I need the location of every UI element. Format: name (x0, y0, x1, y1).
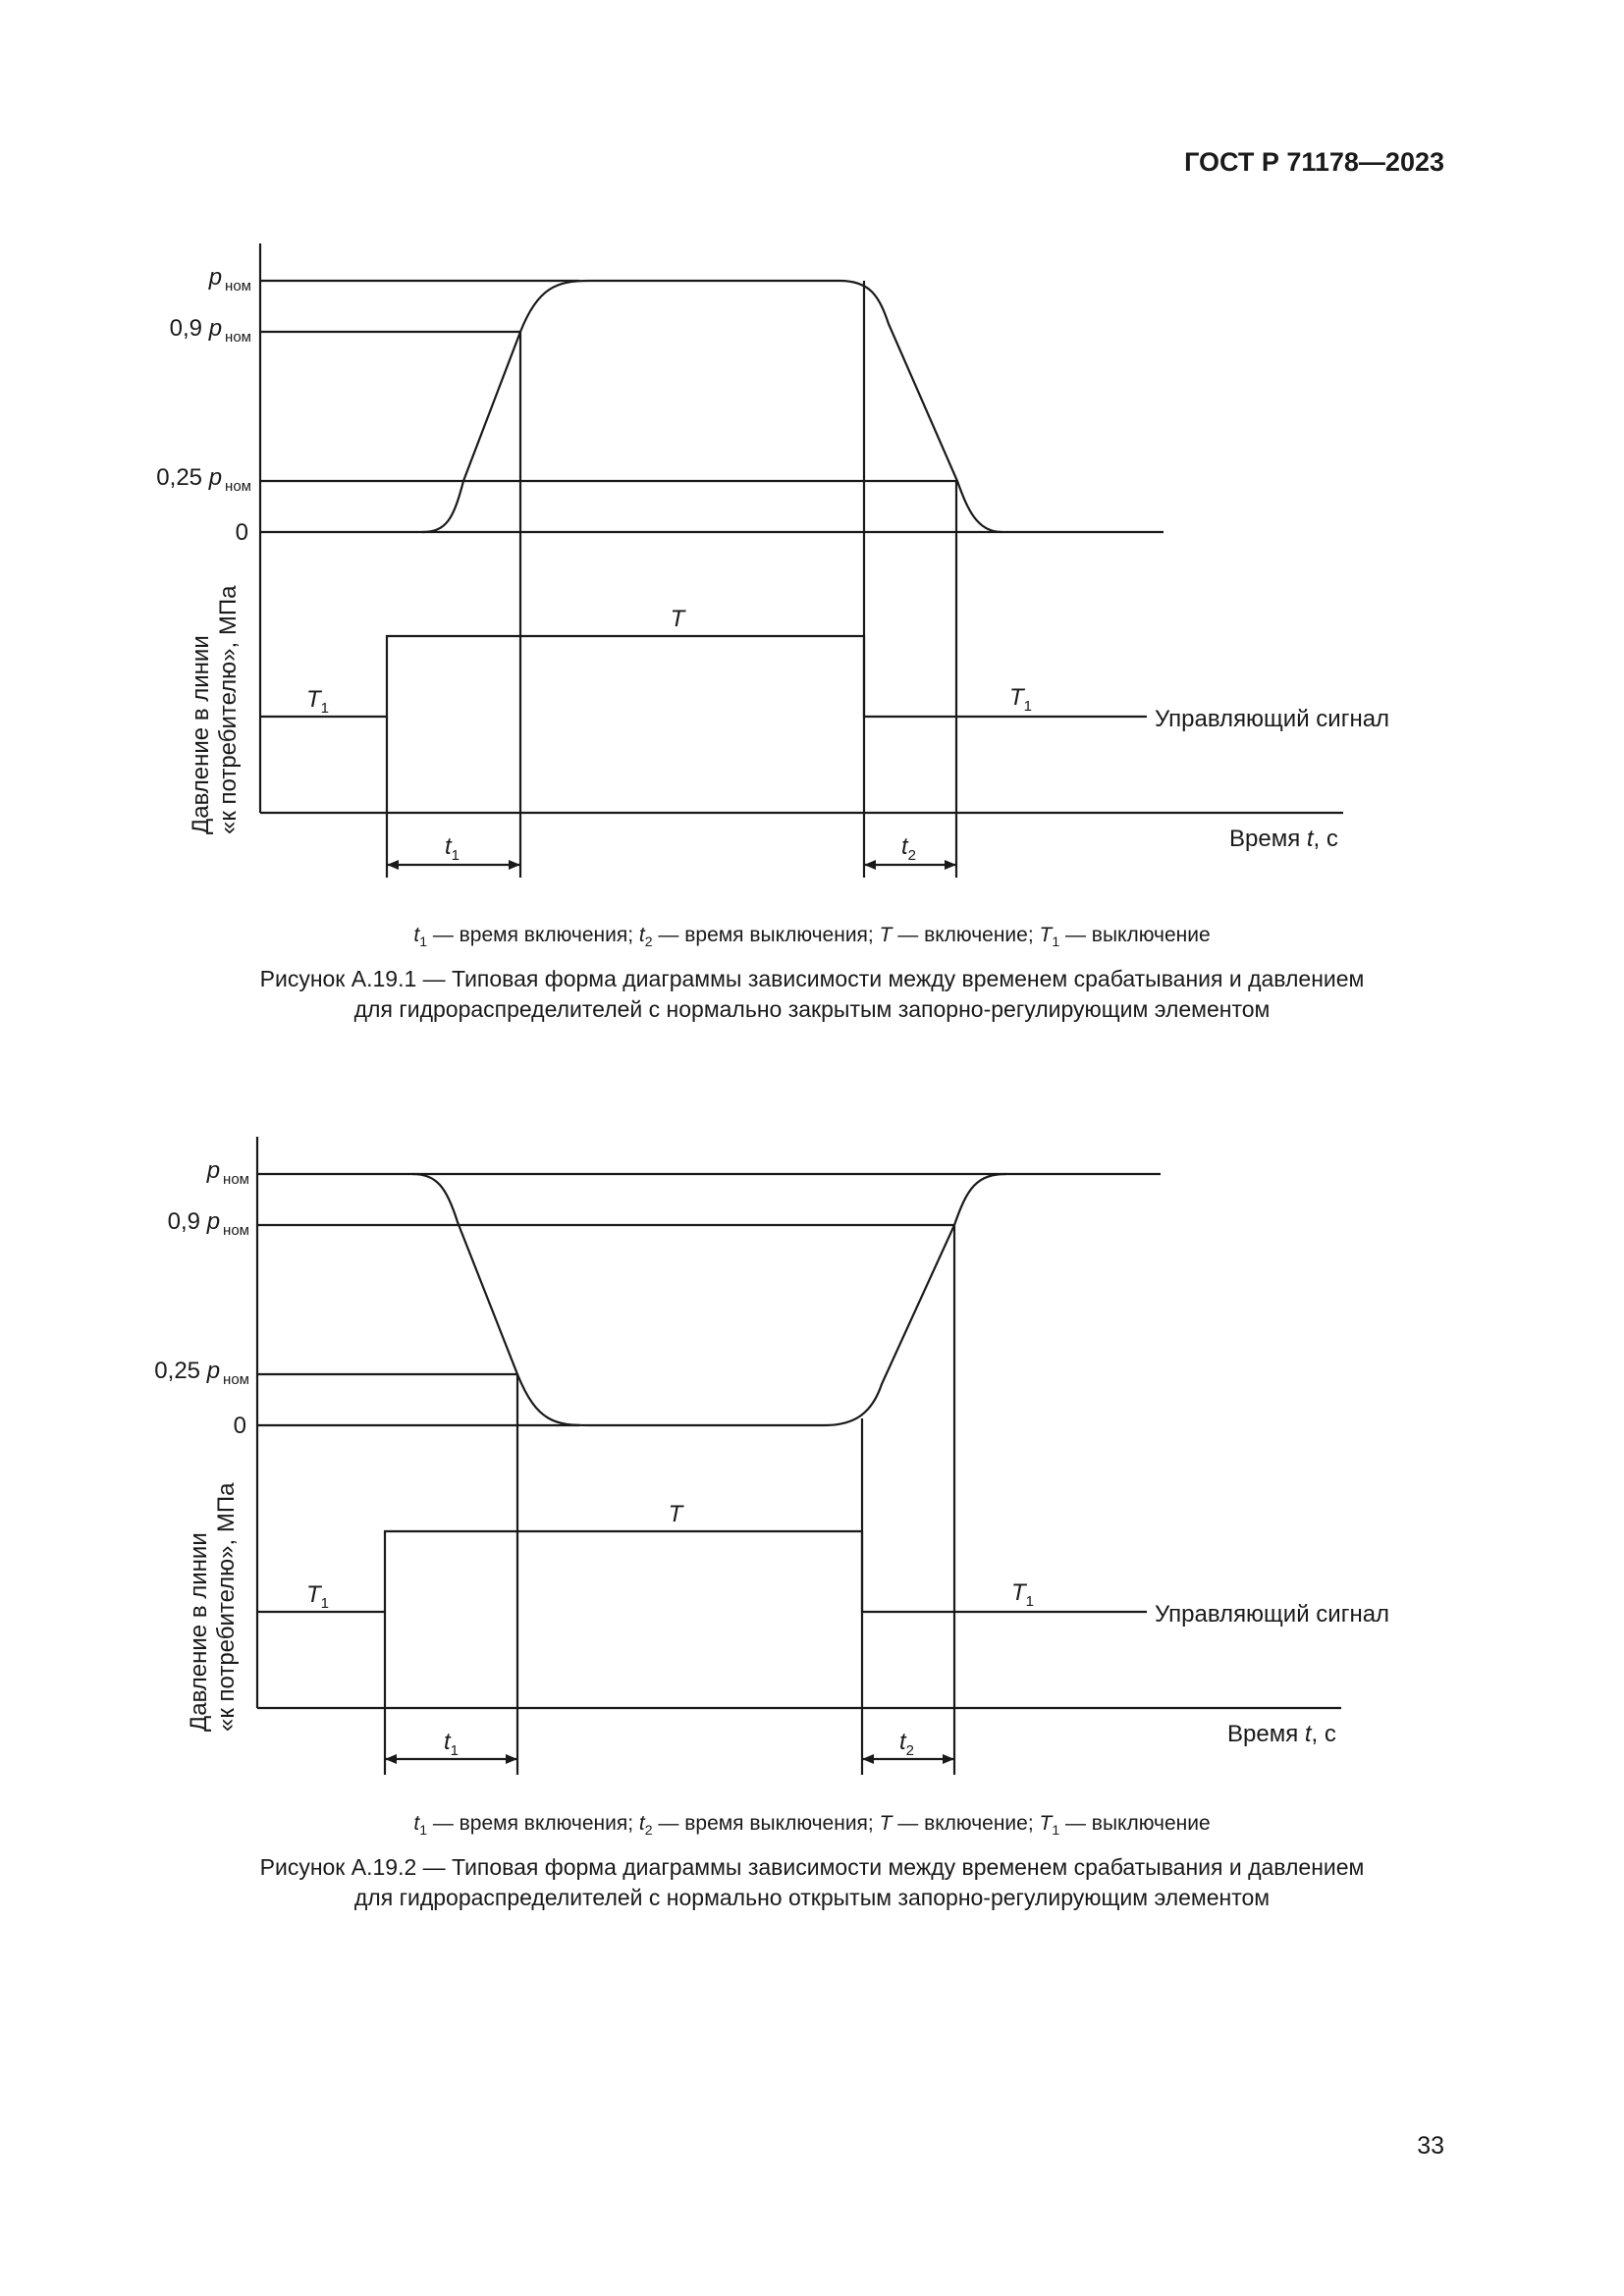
label-zero: 0 (235, 519, 248, 546)
label-p-025: 0,25 p $_{ном}$ (154, 1358, 249, 1388)
document-code: ГОСТ Р 71178—2023 (1184, 147, 1444, 177)
legend-figure-1: $t_1$ — время включения; $t_2$ — время выключения; T — включение; $T_1$ — выключение (413, 924, 1211, 950)
caption-figure-1-line2: для гидрораспределителей с нормально закрытым запорно-регулирующим элементом (353, 996, 1271, 1022)
x-axis-title: Время t, с (1229, 826, 1338, 852)
y-axis-title-line1: Давление в линии (188, 635, 214, 834)
label-p-nom: p $_{ном}$ (206, 1157, 249, 1188)
label-T1-right: $T_1$ (1009, 684, 1033, 715)
diagram-figure-1 (0, 226, 1624, 913)
label-zero: 0 (233, 1413, 246, 1439)
diagram-figure-2 (0, 1119, 1624, 1806)
page-number: 33 (1417, 2132, 1444, 2160)
pressure-curve (412, 1174, 1006, 1425)
label-T: T (668, 1501, 683, 1527)
caption-figure-1-line1: Рисунок А.19.1 — Типовая форма диаграммы зависимости между временем срабатывания и давлением (259, 966, 1365, 991)
label-p-09: 0,9 p $_{ном}$ (169, 315, 251, 346)
label-t1: $t_1$ (444, 1729, 460, 1759)
x-axis-title: Время t, с (1227, 1721, 1336, 1747)
caption-figure-2 (0, 1852, 1624, 1913)
y-axis-title-line2: «к потребителю», МПа (215, 585, 242, 834)
label-control-signal: Управляющий сигнал (1155, 1601, 1390, 1628)
label-t1: $t_1$ (445, 833, 460, 864)
caption-figure-2-line1: Рисунок А.19.2 — Типовая форма диаграммы зависимости между временем срабатывания и давлением (259, 1854, 1365, 1880)
label-T1-left: $T_1$ (306, 686, 330, 717)
y-axis-title-line2: «к потребителю», МПа (213, 1482, 240, 1732)
label-p-025: 0,25 p $_{ном}$ (156, 464, 251, 495)
label-p-09: 0,9 p $_{ном}$ (167, 1208, 249, 1239)
legend-figure-2: $t_1$ — время включения; $t_2$ — время выключения; T — включение; $T_1$ — выключение (413, 1812, 1211, 1839)
y-axis-title-line1: Давление в линии (186, 1532, 212, 1732)
label-p-nom: p $_{ном}$ (208, 264, 251, 294)
label-t2: $t_2$ (901, 833, 917, 864)
caption-figure-2-line2: для гидрораспределителей с нормально открытым запорно-регулирующим элементом (353, 1885, 1271, 1910)
label-T: T (670, 606, 685, 632)
caption-figure-1 (0, 964, 1624, 1025)
label-T1-right: $T_1$ (1011, 1579, 1035, 1610)
label-T1-left: $T_1$ (306, 1581, 330, 1612)
label-t2: $t_2$ (899, 1729, 915, 1759)
label-control-signal: Управляющий сигнал (1155, 706, 1390, 732)
pressure-curve (422, 281, 1001, 532)
